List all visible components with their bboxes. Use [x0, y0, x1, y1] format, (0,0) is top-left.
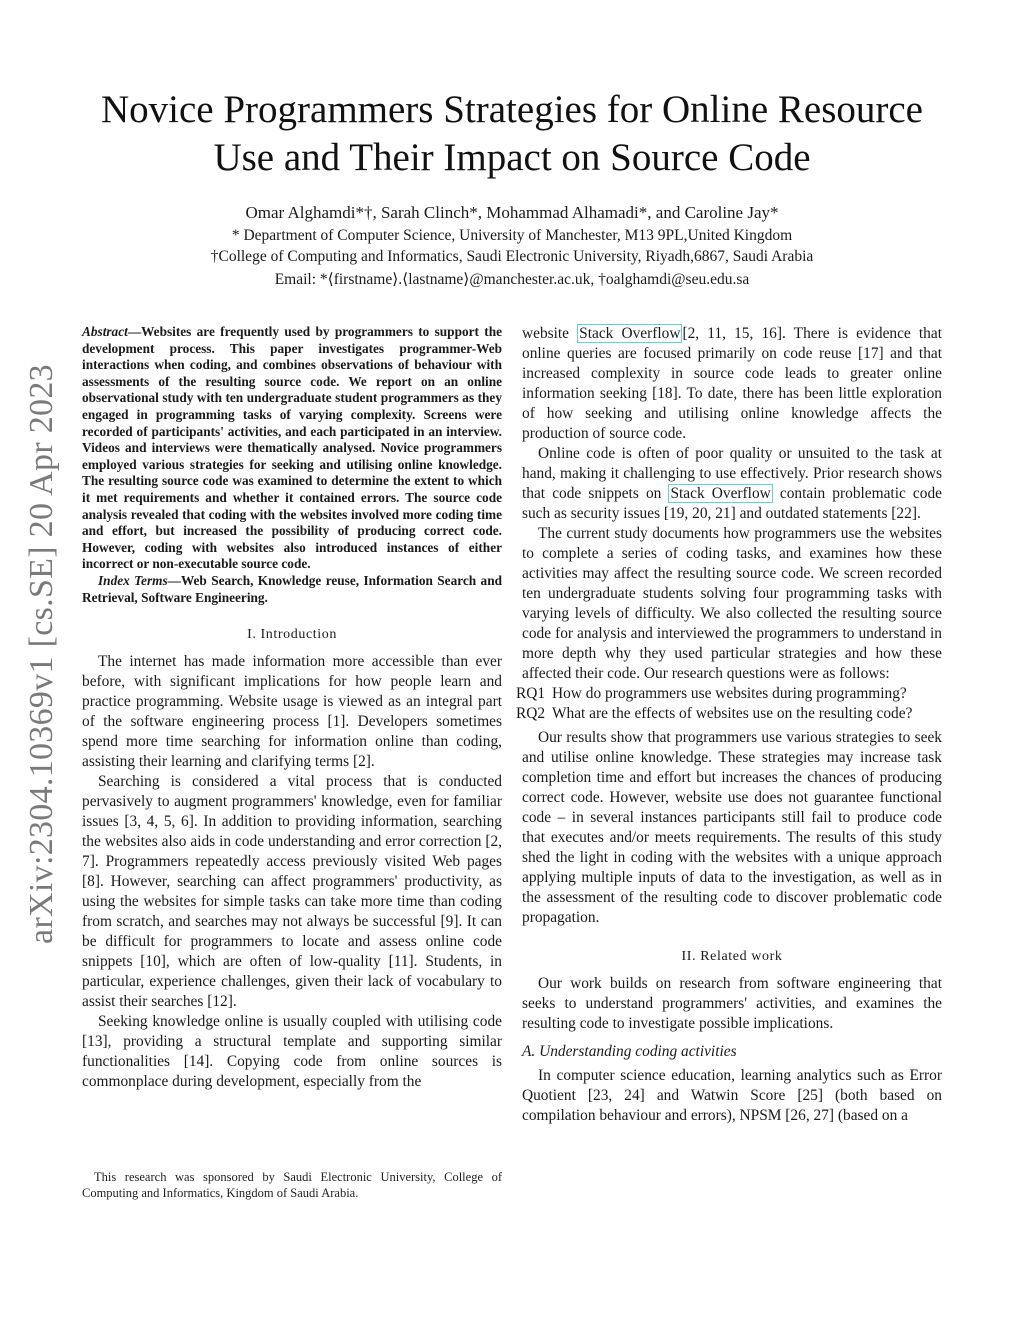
index-terms-text: —Web Search, Knowledge reuse, Information Search and Retrieval, Software Engineering.	[82, 572, 502, 605]
title-line-1: Novice Programmers Strategies for Online Resource	[100, 88, 923, 131]
intro-paragraph: The internet has made information more accessible than ever before, with significant implications for how people learn and practice programming. Website usage is viewed as an integral part of the software engineering process [1]. Developers sometimes spend more time searching for information online than coding, assisting their learning and clarifying terms [2].	[82, 653, 502, 771]
author-email: Email: *⟨firstname⟩.⟨lastname⟩@manchester.ac.uk, †oalghamdi@seu.edu.sa	[274, 271, 750, 288]
body-paragraph: Online code is often of poor quality or unsuited to the task at hand, making it challenging to use effectively. Prior research shows that code snippets on Stack Overflow contain problematic code such as security issues [19, 20, 21] and outdated statements [22].	[522, 445, 942, 522]
abstract-text: —Websites are frequently used by programmers to support the development process. This paper investigates programmer-Web interactions when coding, and combines observations of behaviour with assessments of the resulting source code. We report on an online observational study with ten undergraduate student programmers as they engaged in programming tasks of varying complexity. Screens were recorded of participants' activities, and each participated in an interview. Videos and interviews were thematically analysed. Novice programmers employed various strategies for seeking and utilising online knowledge. The resulting source code was examined to determine the extent to which it met requirements and whether it contained errors. The source code analysis revealed that coding with the websites involved more coding time and effort, but increased the possibility of producing correct code. However, coding with websites also introduced instances of either incorrect or non-executable source code.	[82, 324, 502, 572]
intro-paragraph: Seeking knowledge online is usually coupled with utilising code [13], providing a structural template and supporting similar functionalities [14]. Copying code from online sources is commonplace during development, especially from the	[82, 1013, 502, 1091]
introduction-body	[82, 652, 502, 1092]
affiliation-seu: †College of Computing and Informatics, Saudi Electronic University, Riyadh,6867, Saudi Arabia	[210, 248, 814, 265]
body-paragraph: website Stack Overflow [2, 11, 15, 16]. There is evidence that online queries are focused primarily on code reuse [17] and that increased complexity in source code leads to greater online information seeking [18]. To date, there has been little exploration of how seeking and utilising online knowledge affects the production of source code.	[522, 325, 942, 442]
rq-label: RQ1	[516, 685, 546, 702]
right-column	[516, 324, 942, 1126]
rq-text: What are the effects of websites use on the resulting code?	[552, 705, 913, 722]
body-paragraph: Our work builds on research from software engineering that seeks to understand programmers' activities, and examines the resulting code to investigate possible implications.	[522, 975, 942, 1032]
stack-overflow-link[interactable]: Stack Overflow	[579, 325, 681, 342]
body-paragraph: Our results show that programmers use various strategies to seek and utilise online knowledge. These strategies may increase task completion time and effort but increases the chances of producing correct code. However, website use does not guarantee functional code – in several instances participants still fail to produce code that executes and/or meets requirements. The results of this study shed the light in coding with the websites with a unique approach applying multiple inputs of data to the investigation, as well as in the assessment of the resulting code to discover problematic code propagation.	[522, 729, 942, 926]
footnote-text: This research was sponsored by Saudi Electronic University, College of Computing and Informatics, Kingdom of Saudi Arabia.	[82, 1170, 502, 1200]
author-list: Omar Alghamdi*†, Sarah Clinch*, Mohammad Alhamadi*, and Caroline Jay*	[245, 203, 779, 222]
intro-paragraph: Searching is considered a vital process that is conducted pervasively to augment programmers' knowledge, even for familiar issues [3, 4, 5, 6]. In addition to providing information, searching the websites also aids in code understanding and error correction [2, 7]. Programmers repeatedly access previously visited Web pages [8]. However, searching can affect programmers' productivity, as using the websites for simple tasks can take more time than coding from scratch, and searches may not always be successful [9]. It can be difficult for programmers to locate and assess online code snippets [10], which are often of low-quality [11]. Students, in particular, experience challenges, given their lack of vocabulary to assist their searches [12].	[82, 773, 502, 1011]
rq-label: RQ2	[516, 705, 546, 722]
section-heading-introduction: I. Introduction	[247, 627, 337, 643]
affiliation-manchester: * Department of Computer Science, University of Manchester, M13 9PL,United Kingdom	[231, 227, 793, 244]
stack-overflow-link[interactable]: Stack Overflow	[670, 485, 771, 502]
index-terms-label: Index Terms	[98, 572, 168, 588]
abstract	[82, 324, 502, 573]
rq-text: How do programmers use websites during programming?	[552, 685, 907, 702]
title-line-2: Use and Their Impact on Source Code	[213, 136, 811, 179]
paper-title	[60, 86, 964, 182]
research-question-2	[516, 704, 942, 724]
abstract-label: Abstract	[82, 324, 128, 339]
left-column	[82, 324, 502, 1092]
body-paragraph: In computer science education, learning analytics such as Error Quotient [23, 24] and Watwin Score [25] (both based on compilation behaviour and errors), NPSM [26, 27] (based on a	[522, 1067, 942, 1124]
index-terms	[82, 573, 502, 606]
subsection-heading: A. Understanding coding activities	[522, 1043, 737, 1060]
funding-footnote	[82, 1170, 502, 1201]
body-paragraph: The current study documents how programmers use the websites to complete a series of coding tasks, and examines how these activities may affect the resulting source code. We screen recorded ten undergraduate students solving four programming tasks with varying levels of difficulty. We also collected the resulting source code for analysis and interviewed the programmers to understand in more depth why they used particular strategies and how these affected their code. Our research questions were as follows:	[522, 525, 942, 682]
research-question-1	[516, 684, 942, 704]
section-heading-related-work: II. Related work	[681, 949, 783, 964]
arxiv-identifier[interactable]: arXiv:2304.10369v1 [cs.SE] 20 Apr 2023	[23, 364, 60, 944]
